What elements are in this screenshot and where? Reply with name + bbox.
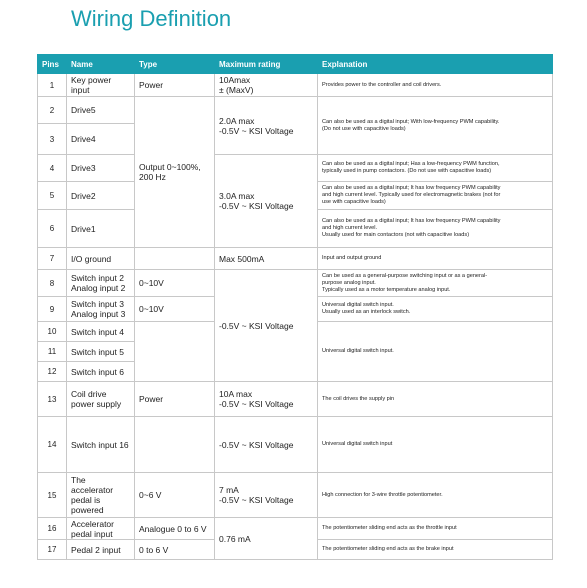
table-row xyxy=(38,74,553,97)
rating-cell xyxy=(215,74,318,97)
pin-cell: 10 xyxy=(38,322,67,342)
table-row xyxy=(38,518,553,540)
pin-cell: 14 xyxy=(38,417,67,473)
explanation-line: Usually used as an interlock switch. xyxy=(322,309,411,315)
rating-line: 7 mA xyxy=(219,485,239,495)
rating-line: -0.5V ~ KSI Voltage xyxy=(219,399,294,409)
rating-line: -0.5V ~ KSI Voltage xyxy=(219,495,294,505)
type-cell: Power xyxy=(135,382,215,417)
type-cell: 0~10V xyxy=(135,297,215,322)
explanation-cell xyxy=(318,155,553,182)
pin-cell: 2 xyxy=(38,97,67,124)
pin-cell: 3 xyxy=(38,124,67,155)
type-cell xyxy=(135,248,215,270)
pin-cell: 7 xyxy=(38,248,67,270)
table-row xyxy=(38,382,553,417)
explanation-cell: High connection for 3-wire throttle potentiometer. xyxy=(318,473,553,518)
explanation-cell: The potentiometer sliding end acts as the throttle input xyxy=(318,518,553,540)
pin-cell: 8 xyxy=(38,270,67,297)
explanation-line: Can be used as a general-purpose switching input or as a general- xyxy=(322,272,488,279)
name-cell: Switch input 2 Analog input 2 xyxy=(67,270,135,297)
rating-cell xyxy=(215,155,318,248)
name-cell: Switch input 16 xyxy=(67,417,135,473)
header-row xyxy=(38,55,553,74)
wiring-table xyxy=(37,54,553,560)
rating-cell: Max 500mA xyxy=(215,248,318,270)
explanation-line: Can also be used as a digital input; Has a low-frequency PWM function, xyxy=(322,161,500,167)
pin-cell: 15 xyxy=(38,473,67,518)
rating-cell xyxy=(215,97,318,155)
type-cell: Analogue 0 to 6 V xyxy=(135,518,215,540)
explanation-line: Can also be used as a digital input; It has low frequency PWM capability xyxy=(322,185,501,191)
pin-cell: 13 xyxy=(38,382,67,417)
pin-cell: 12 xyxy=(38,362,67,382)
name-cell: Pedal 2 input xyxy=(67,540,135,560)
pin-cell: 11 xyxy=(38,342,67,362)
header-explanation: Explanation xyxy=(318,55,553,74)
pin-cell: 5 xyxy=(38,182,67,210)
rating-cell: -0.5V ~ KSI Voltage xyxy=(215,270,318,382)
explanation-line: Can also be used as a digital input; With low-frequency PWM capability. xyxy=(322,118,500,125)
table-row xyxy=(38,155,553,182)
rating-cell: -0.5V ~ KSI Voltage xyxy=(215,417,318,473)
explanation-line: Can also be used as a digital input; It has low frequency PWM capability xyxy=(322,218,501,224)
pin-cell: 17 xyxy=(38,540,67,560)
rating-cell: 0.76 mA xyxy=(215,518,318,560)
name-cell: Switch input 5 xyxy=(67,342,135,362)
name-cell: The accelerator pedal is powered xyxy=(67,473,135,518)
type-cell xyxy=(135,322,215,382)
name-cell: Coil drive power supply xyxy=(67,382,135,417)
table-row xyxy=(38,270,553,297)
pin-cell: 1 xyxy=(38,74,67,97)
table-row xyxy=(38,248,553,270)
name-cell: Drive2 xyxy=(67,182,135,210)
header-pins: Pins xyxy=(38,55,67,74)
name-cell: Drive4 xyxy=(67,124,135,155)
name-cell: I/O ground xyxy=(67,248,135,270)
type-cell: 0~6 V xyxy=(135,473,215,518)
explanation-line: purpose analog input. xyxy=(322,279,376,286)
type-cell: Power xyxy=(135,74,215,97)
rating-cell xyxy=(215,382,318,417)
explanation-line: use with capacitive loads) xyxy=(322,199,386,205)
header-name: Name xyxy=(67,55,135,74)
rating-line: 10Amax xyxy=(219,75,251,85)
pin-cell: 4 xyxy=(38,155,67,182)
name-cell: Switch input 4 xyxy=(67,322,135,342)
explanation-cell xyxy=(318,270,553,297)
type-cell: 0 to 6 V xyxy=(135,540,215,560)
explanation-cell xyxy=(318,297,553,322)
explanation-cell: Universal digital switch input. xyxy=(318,322,553,382)
name-cell: Drive1 xyxy=(67,210,135,248)
explanation-line: (Do not use with capacitive loads) xyxy=(322,125,406,132)
explanation-cell: The coil drives the supply pin xyxy=(318,382,553,417)
explanation-line: Usually used for main contactors (not with capacitive loads) xyxy=(322,232,470,238)
page-title: Wiring Definition xyxy=(71,6,232,31)
explanation-cell: Input and output ground xyxy=(318,248,553,270)
explanation-line: Universal digital switch input. xyxy=(322,302,394,308)
type-cell: 0~10V xyxy=(135,270,215,297)
name-cell: Drive5 xyxy=(67,97,135,124)
name-cell: Switch input 3 Analog input 3 xyxy=(67,297,135,322)
header-max-rating: Maximum rating xyxy=(215,55,318,74)
explanation-line: and high current level. Typically used for electromagnetic brakes (not for xyxy=(322,192,501,198)
rating-line: 2.0A max xyxy=(219,115,255,126)
name-cell: Key power input xyxy=(67,74,135,97)
pin-cell: 16 xyxy=(38,518,67,540)
rating-line: ± (MaxV) xyxy=(219,85,254,95)
type-cell: Output 0~100%, 200 Hz xyxy=(135,97,215,248)
name-cell: Drive3 xyxy=(67,155,135,182)
rating-line: 10A max xyxy=(219,389,253,399)
explanation-cell: The potentiometer sliding end acts as the brake input xyxy=(318,540,553,560)
name-cell: Switch input 6 xyxy=(67,362,135,382)
name-cell: Accelerator pedal input xyxy=(67,518,135,540)
table-row xyxy=(38,97,553,124)
table-row xyxy=(38,417,553,473)
explanation-cell xyxy=(318,182,553,210)
explanation-cell xyxy=(318,210,553,248)
explanation-line: and high current level. xyxy=(322,225,378,231)
rating-line: 3.0A max xyxy=(219,191,255,201)
explanation-cell xyxy=(318,97,553,155)
pin-cell: 9 xyxy=(38,297,67,322)
rating-cell xyxy=(215,473,318,518)
explanation-line: Typically used as a motor temperature analog input. xyxy=(322,286,451,293)
rating-line: -0.5V ~ KSI Voltage xyxy=(219,201,294,211)
header-type: Type xyxy=(135,55,215,74)
explanation-cell: Provides power to the controller and coil drivers. xyxy=(318,74,553,97)
explanation-line: typically used in pump contactors. (Do not use with capacitive loads) xyxy=(322,168,492,174)
rating-line: -0.5V ~ KSI Voltage xyxy=(219,125,294,136)
table-row xyxy=(38,473,553,518)
explanation-cell: Universal digital switch input xyxy=(318,417,553,473)
type-cell xyxy=(135,417,215,473)
pin-cell: 6 xyxy=(38,210,67,248)
